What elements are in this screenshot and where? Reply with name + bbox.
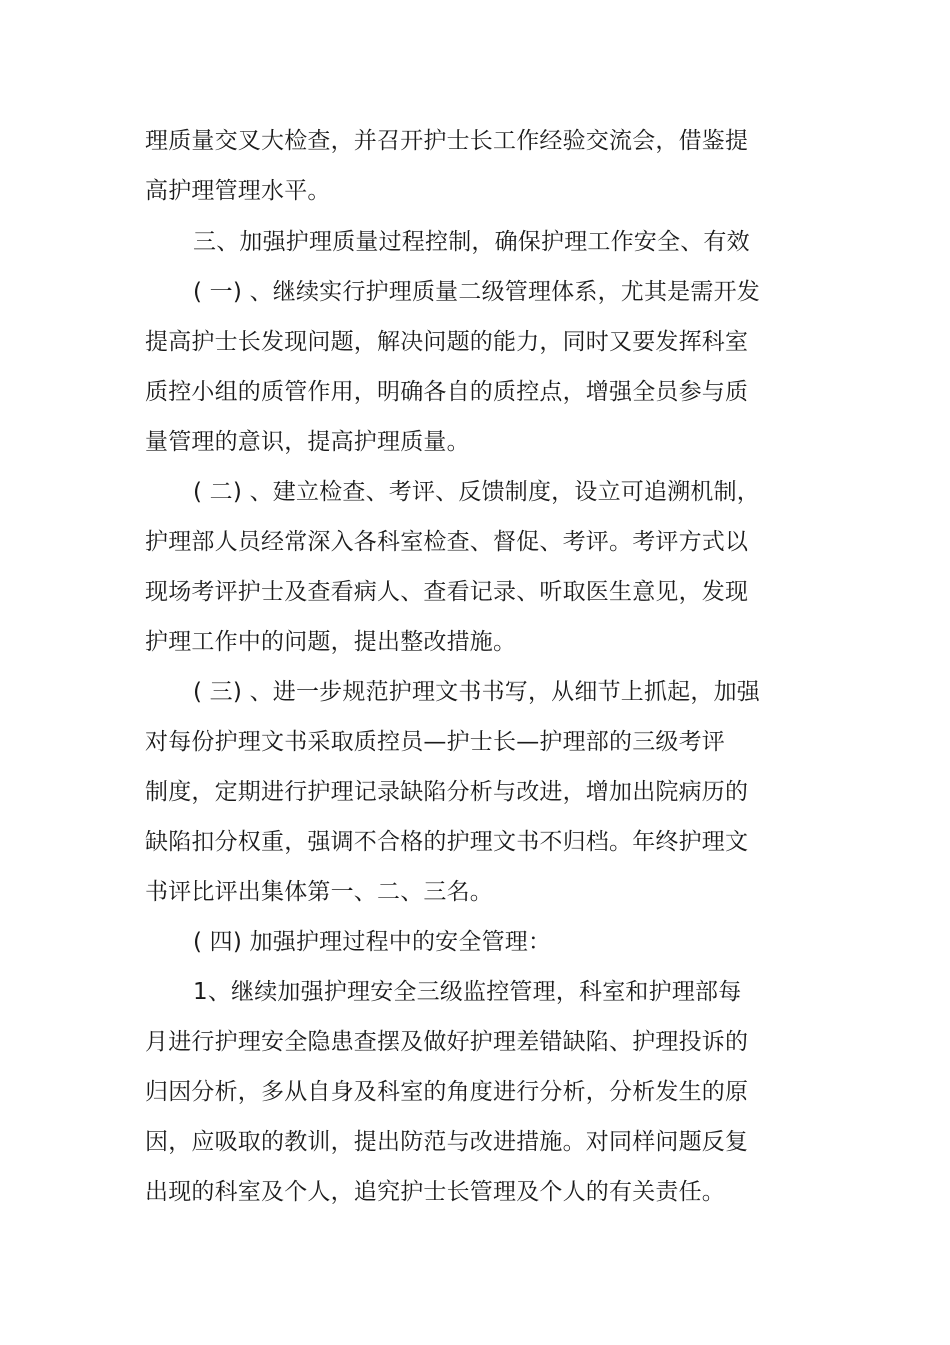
section-heading: 三、加强护理质量过程控制，确保护理工作安全、有效: [193, 229, 750, 255]
text-line: 归因分析，多从自身及科室的角度进行分析，分析发生的原: [145, 1079, 749, 1105]
text-line: 缺陷扣分权重，强调不合格的护理文书不归档。年终护理文: [145, 829, 749, 855]
text-line: 制度，定期进行护理记录缺陷分析与改进，增加出院病历的: [145, 779, 749, 805]
text-line: 书评比评出集体第一、二、三名。: [145, 879, 493, 905]
text-line: 护理部人员经常深入各科室检查、督促、考评。考评方式以: [145, 529, 749, 555]
text-line: 理质量交叉大检查，并召开护士长工作经验交流会，借鉴提: [145, 128, 749, 154]
text-line: ( 二) 、建立检查、考评、反馈制度，设立可追溯机制，: [193, 479, 760, 505]
text-line: ( 三) 、进一步规范护理文书书写，从细节上抓起，加强: [193, 679, 760, 705]
text-line: 高护理管理水平。: [145, 178, 331, 204]
text-line: 现场考评护士及查看病人、查看记录、听取医生意见，发现: [145, 579, 749, 605]
text-line: ( 四) 加强护理过程中的安全管理：: [193, 929, 552, 955]
text-line: 1、继续加强护理安全三级监控管理，科室和护理部每: [193, 979, 742, 1005]
text-line: 因，应吸取的教训，提出防范与改进措施。对同样问题反复: [145, 1129, 749, 1155]
text-line: 提高护士长发现问题，解决问题的能力，同时又要发挥科室: [145, 329, 749, 355]
text-line: 护理工作中的问题，提出整改措施。: [145, 629, 517, 655]
text-line: 对每份护理文书采取质控员—护士长—护理部的三级考评: [145, 729, 725, 755]
text-line: 量管理的意识，提高护理质量。: [145, 429, 470, 455]
text-line: 出现的科室及个人，追究护士长管理及个人的有关责任。: [145, 1179, 725, 1205]
text-line: ( 一) 、继续实行护理质量二级管理体系，尤其是需开发: [193, 279, 760, 305]
text-line: 月进行护理安全隐患查摆及做好护理差错缺陷、护理投诉的: [145, 1029, 749, 1055]
text-line: 质控小组的质管作用，明确各自的质控点，增强全员参与质: [145, 379, 749, 405]
